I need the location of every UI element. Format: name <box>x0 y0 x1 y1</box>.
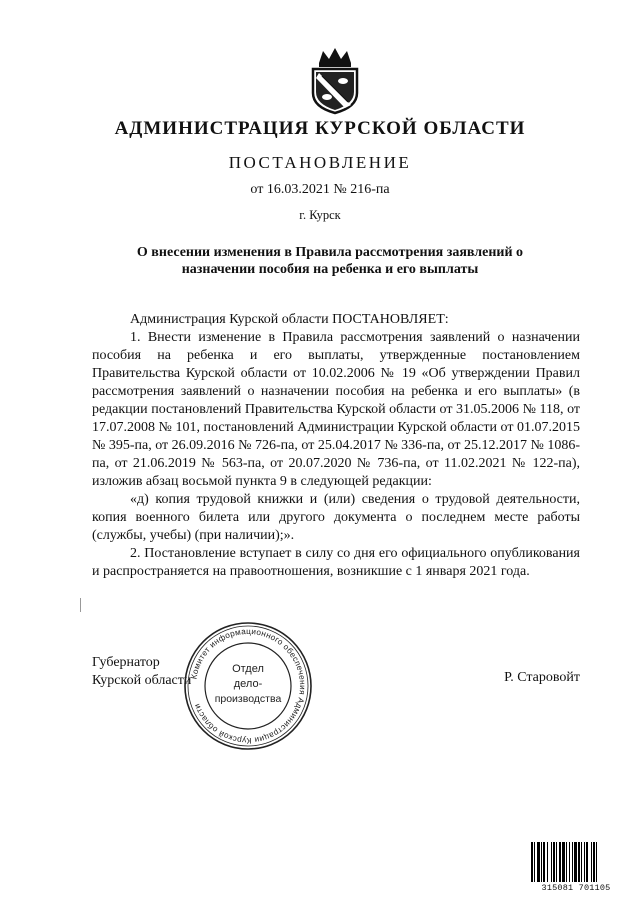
signatory-position-line-1: Губернатор <box>92 655 160 670</box>
barcode-bar <box>566 842 567 882</box>
barcode-bar <box>541 842 542 882</box>
signatory-position-line-2: Курской области <box>92 673 192 688</box>
kursk-coat-of-arms-icon <box>305 45 365 115</box>
organization-title: АДМИНИСТРАЦИЯ КУРСКОЙ ОБЛАСТИ <box>114 118 526 139</box>
document-body <box>92 311 580 581</box>
barcode-bar <box>586 842 588 882</box>
item-1-paragraph: 1. Внести изменение в Правила рассмотрения заявлений о назначении пособия на ребенка и его выплаты, утвержденные постановлением Правительства Курской области от 10.02.2006 № 19 «Об утверждении Правил рассмотрения заявлений о назначении пособия на ребенка и его выплаты» (в редакции постановлений Правительства Курской области от 31.05.2006 № 118, от 17.07.2008 № 101, постановлений Администрации Курской области от 01.07.2015 № 395-па, от 26.09.2016 № 726-па, от 25.04.2017 № 336-па, от 25.12.2017 № 1086-па, от 21.06.2019 № 563-па, от 20.07.2020 № 736-па, от 11.02.2021 № 122-па), изложив абзац восьмой пункта 9 в следующей редакции: <box>92 330 580 489</box>
signatory-name: Р. Старовойт <box>504 670 580 685</box>
intro-paragraph: Администрация Курской области ПОСТАНОВЛЯЕТ: <box>130 312 449 327</box>
margin-mark <box>80 598 81 612</box>
stamp-center-line-3: производства <box>214 693 282 705</box>
barcode <box>530 842 622 882</box>
barcode-number: 315081 701105 <box>541 883 611 893</box>
signatory-position <box>92 654 191 690</box>
item-2-paragraph: 2. Постановление вступает в силу со дня его официального опубликования и распространяется на правоотношения, возникшие с 1 января 2021 года. <box>92 546 580 579</box>
stamp-center-line-1: Отдел <box>232 663 264 675</box>
stamp-ring-text: Комитет информационного обеспечения Администрации Курской области <box>189 626 308 746</box>
official-stamp <box>182 620 314 752</box>
barcode-bar <box>551 842 552 882</box>
document-subject <box>110 244 550 278</box>
barcode-bar <box>562 842 565 882</box>
barcode-bar <box>574 842 577 882</box>
barcode-bar <box>593 842 595 882</box>
barcode-bar <box>591 842 592 882</box>
subject-line-2: назначении пособия на ребенка и его выплаты <box>181 262 479 277</box>
barcode-bar <box>547 842 548 882</box>
barcode-bar <box>556 842 557 882</box>
barcode-bar <box>537 842 540 882</box>
barcode-bar <box>559 842 561 882</box>
barcode-bar <box>581 842 582 882</box>
barcode-bar <box>584 842 585 882</box>
document-city: г. Курск <box>299 208 341 222</box>
quote-paragraph: «д) копия трудовой книжки и (или) сведения о трудовой деятельности, копия военного билета или другого документа о последнем месте работы (службы, учебы) (при наличии);». <box>92 492 580 543</box>
barcode-bar <box>578 842 580 882</box>
barcode-bar <box>569 842 570 882</box>
barcode-bar <box>531 842 533 882</box>
barcode-bar <box>572 842 573 882</box>
subject-line-1: О внесении изменения в Правила рассмотрения заявлений о <box>136 245 524 260</box>
barcode-bar <box>534 842 535 882</box>
barcode-bar <box>596 842 597 882</box>
document-date-number: от 16.03.2021 № 216-па <box>250 182 390 197</box>
stamp-center-line-2: дело- <box>233 678 263 690</box>
barcode-bar <box>553 842 555 882</box>
document-type: ПОСТАНОВЛЕНИЕ <box>228 153 412 172</box>
barcode-bar <box>543 842 545 882</box>
